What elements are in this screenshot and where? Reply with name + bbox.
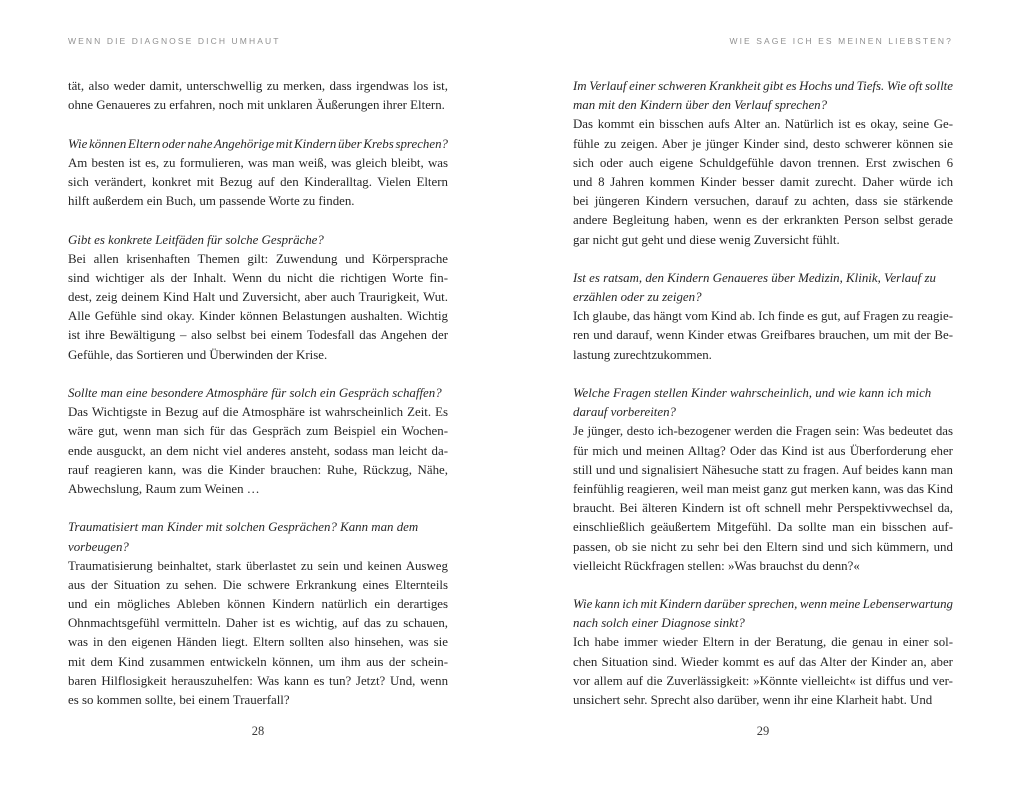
- running-header-left: WENN DIE DIAGNOSE DICH UMHAUT: [68, 36, 281, 46]
- paragraph-continuation: [68, 77, 448, 115]
- body-paragraph: tät, also weder damit, unterschwellig zu merken, dass irgendwas los ist, ohne Genaueres zu erfahren, noch mit unklaren Äußerungen ihrer Eltern.: [68, 79, 448, 113]
- page-right: [510, 0, 1020, 793]
- interview-question: Welche Fragen stellen Kinder wahrscheinlich, und wie kann ich mich darauf vorbereiten?: [573, 386, 932, 420]
- interview-answer: Ich habe immer wieder Eltern in der Beratung, die genau in einer sol- chen Situation sind. Wieder kommt es auf das Alter der Kinder an, aber vor allem auf die Zuverlässigkeit: »Könnte vielleicht« ist diffus und ver- unsichert sehr. Sprecht also darüber, wenn ihr eine Klarheit habt. Und: [573, 635, 954, 707]
- interview-answer: Das Wichtigste in Bezug auf die Atmosphäre ist wahrscheinlich Zeit. Es wäre gut, wenn man sich für das Gespräch zum Beispiel ein Wochen- ende ausguckt, an dem nicht viel anderes ansteht, sodass man leicht da- rauf reagieren kann, was die Kinder brauchen: Ruhe, Rückzug, Nähe, Abwechslung, Raum zum Weinen …: [68, 405, 449, 496]
- qa-block: [68, 384, 448, 499]
- interview-question: Wie können Eltern oder nahe Angehörige mit Kindern über Krebs sprechen?: [68, 136, 448, 151]
- page-body-right: [573, 77, 953, 710]
- qa-block: [68, 518, 448, 710]
- interview-answer: Am besten ist es, zu formulieren, was man weiß, was gleich bleibt, was sich verändert, konkret mit Bezug auf den Kinderalltag. Vielen Eltern hilft außerdem ein Buch, um passende Worte zu finden.: [68, 155, 449, 209]
- interview-question: Gibt es konkrete Leitfäden für solche Gespräche?: [68, 232, 324, 247]
- interview-answer: Traumatisierung beinhaltet, stark überlastet zu sein und keinen Ausweg aus der Situation zu sehen. Die schwere Erkrankung eines Elternteils und ein mögliches Ableben können Kindern natürlich ein derartiges Ohnmachtsgefühl vermitteln. Daher ist es wichtig, auf das zu schauen, was in den eigenen Händen liegt. Eltern sollten also hinsehen, was sie mit dem Kind zusammen entwickeln können, um ihm aus der schein- baren Hilflosigkeit herauszuhelfen: Was kann es tun? Jetzt? Und, wenn es so kommen sollte, bei einem Trauerfall?: [68, 558, 449, 707]
- qa-block: [68, 135, 448, 212]
- interview-question: Wie kann ich mit Kindern darüber sprechen, wenn meine Lebenserwartung nach solch einer Diagnose sinkt?: [573, 597, 953, 631]
- interview-question: Im Verlauf einer schweren Krankheit gibt es Hochs und Tiefs. Wie oft sollte man mit den Kindern über den Verlauf sprechen?: [573, 79, 953, 113]
- interview-answer: Ich glaube, das hängt vom Kind ab. Ich finde es gut, auf Fragen zu reagie- ren und darauf, wenn Kinder etwas Greifbares brauchen, um mit der Be- lastung zurechtzukommen.: [573, 309, 953, 362]
- running-header-right: WIE SAGE ICH ES MEINEN LIEBSTEN?: [729, 36, 953, 46]
- page-number-right: 29: [756, 724, 770, 738]
- qa-block: [573, 384, 953, 576]
- interview-answer: Je jünger, desto ich-bezogener werden die Fragen sein: Was bedeutet das für mich und meinen Alltag? Oder das Kind ist aus Überforderung eher still und und signalisiert Nähesuche statt zu fragen. Auf beides kann man feinfühlig reagieren, weil man meist ganz gut merken kann, was das Kind braucht. Bei älteren Kindern ist oft schnell mehr Perspektivwechsel da, einschließlich geäußertem Mitgefühl. Da sollte man ein bisschen auf- passen, ob sie nicht zu sehr bei den Eltern sind und sich kümmern, und vielleicht Rückfragen stellen: »Was brauchst du denn?«: [573, 424, 954, 573]
- qa-block: [573, 269, 953, 365]
- qa-block: [68, 231, 448, 365]
- interview-answer: Das kommt ein bisschen aufs Alter an. Natürlich ist es okay, seine Ge- fühle zu zeigen. Aber je jünger Kinder sind, desto schwerer können sie sich oder auch eigene Schuldgefühle davon trennen. Erst zwischen 6 und 8 Jahren kommen Kinder besser damit zurecht. Daher würde ich bei jüngeren Kindern versuchen, darauf zu achten, dass sie stärkende andere Begleitung haben, wenn es der erkrankten Person selbst gerade gar nicht gut geht und diese wenig Zuversicht fühlt.: [573, 117, 954, 247]
- interview-answer: Bei allen krisenhaften Themen gilt: Zuwendung und Körpersprache sind wichtiger als der Inhalt. Wenn du nicht die richtigen Worte fin- dest, zeig deinem Kind Halt und Zuversicht, aber auch Traurigkeit, Wut. Alle Gefühle sind okay. Kinder können Belastungen aushalten. Wichtig ist ihre Bewältigung – also selbst bei einem Todesfall das Angehen der Gefühle, das Sortieren und Überwinden der Krise.: [68, 251, 449, 362]
- interview-question: Traumatisiert man Kinder mit solchen Gesprächen? Kann man dem vorbeugen?: [68, 520, 419, 554]
- page-body-left: [68, 77, 448, 710]
- page-number-left: 28: [251, 724, 265, 738]
- interview-question: Sollte man eine besondere Atmosphäre für solch ein Gespräch schaffen?: [68, 386, 442, 400]
- qa-block: [573, 77, 953, 250]
- interview-question: Ist es ratsam, den Kindern Genaueres über Medizin, Klinik, Verlauf zu erzählen oder zu zeigen?: [573, 270, 936, 305]
- qa-block: [573, 595, 953, 710]
